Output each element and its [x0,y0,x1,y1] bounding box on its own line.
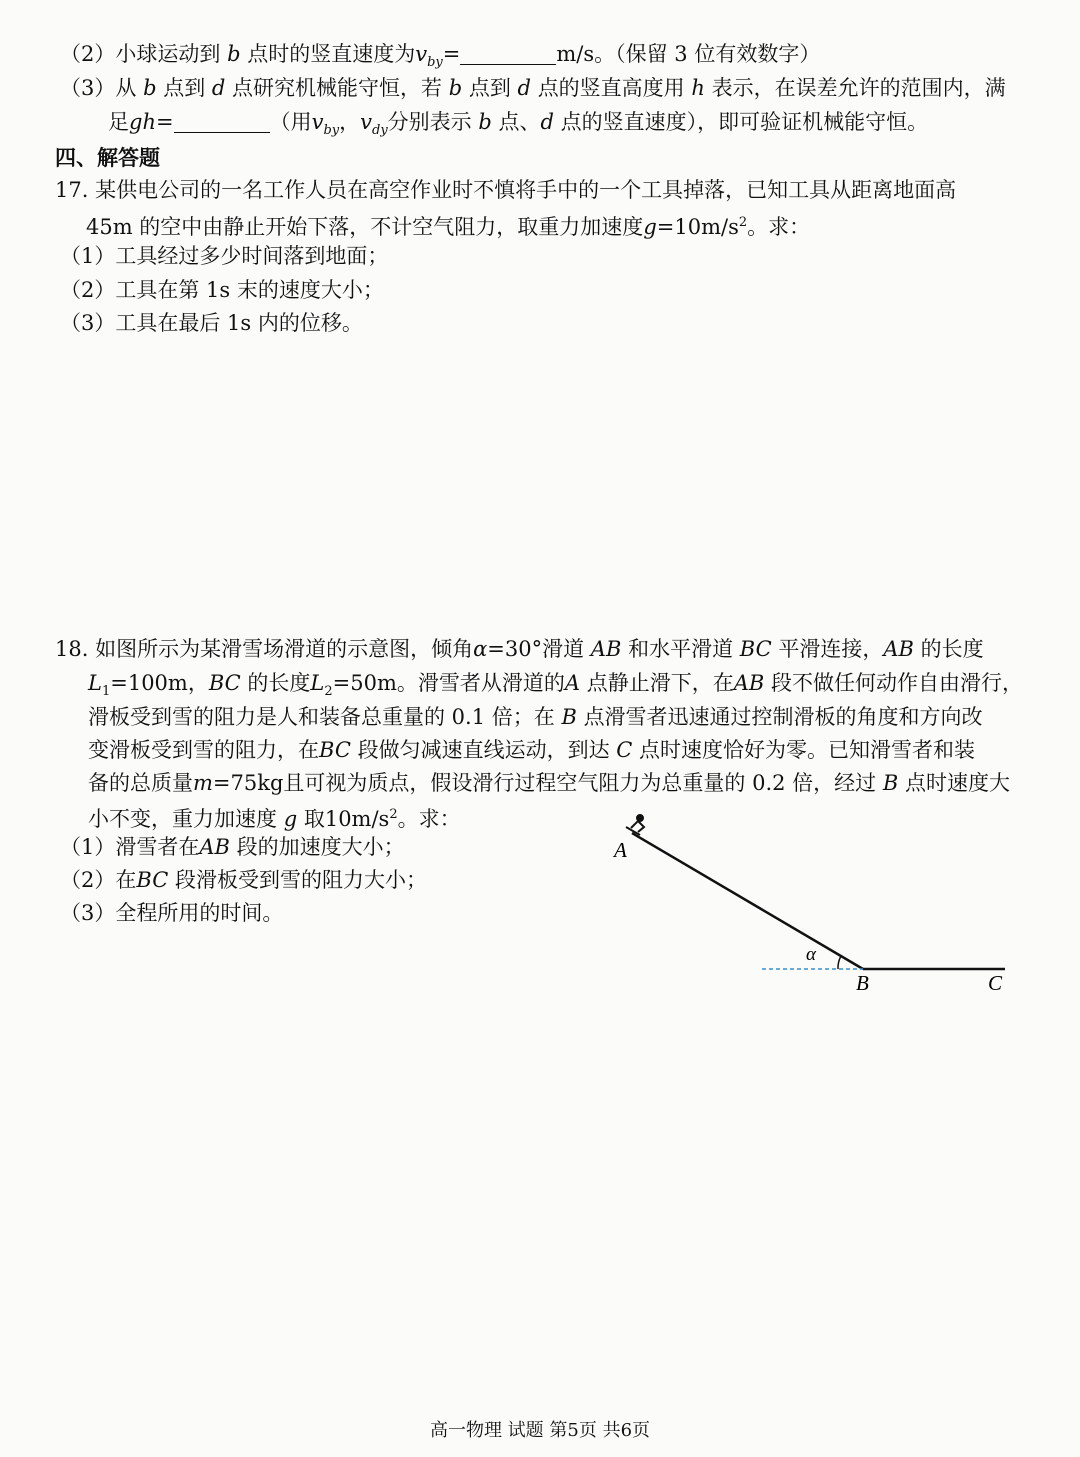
label-A: A [614,838,627,862]
q18-stem-line2: $L_1=100m$，BC 的长度$L_2=50m$。滑雪者从滑道的A 点静止滑下，在AB 段不做任何动作自由滑行， [88,671,1024,700]
q17-stem-line1: 17. 某供电公司的一名工作人员在高空作业时不慎将手中的一个工具掉落，已知工具从距离地面高 [55,178,957,202]
angle-arc [838,956,841,969]
skier-icon [626,815,644,835]
q18-stem-line5: 备的总质量m=75kg且可视为质点，假设滑行过程空气阻力为总重量的 0.2 倍，经过 B 点时速度大 [88,771,1010,795]
q17-sub3: （3）工具在最后 1s 内的位移。 [60,311,363,335]
answer-blank[interactable] [460,42,556,65]
q18-sub3: （3）全程所用的时间。 [60,901,284,925]
q18-sub1: （1）滑雪者在AB 段的加速度大小； [60,835,405,859]
q18-stem-line1: 18. 如图所示为某滑雪场滑道的示意图，倾角α=30°滑道 AB 和水平滑道 BC 平滑连接，AB 的长度 [55,637,984,661]
q16-part3-line1: （3）从 b 点到 d 点研究机械能守恒，若 b 点到 d 点的竖直高度用 h 表示，在误差允许的范围内，满 [60,76,1006,100]
q17-sub1: （1）工具经过多少时间落到地面； [60,244,389,268]
ski-slope-figure [600,805,1020,1005]
slope-AB [632,833,863,969]
q18-stem-line3: 滑板受到雪的阻力是人和装备总重量的 0.1 倍；在 B 点滑雪者迅速通过控制滑板的角度和方向改 [88,705,983,729]
q18-stem-line6: 小不变，重力加速度 g 取$10m/s^2$。求： [88,807,461,831]
q16-part2: （2）小球运动到 b 点时的竖直速度为$v_{by}= m/s$。（保留 3 位有效数字） [60,42,821,71]
q16-part3-line2: 足gh= （用$v_{by}$，$v_{dy}$分别表示 b 点、d 点的竖直速度），即可验证机械能守恒。 [108,110,929,139]
label-alpha: α [806,944,816,965]
label-B: B [856,971,869,995]
label-C: C [988,971,1003,995]
section-heading: 四、解答题 [55,146,160,170]
q18-sub2: （2）在BC 段滑板受到雪的阻力大小； [60,868,427,892]
page-footer: 高一物理 试题 第5页 共6页 [429,1420,651,1441]
q17-stem-line2: 45m 的空中由静止开始下落，不计空气阻力，取重力加速度$g=10m/s^2$。求： [86,215,811,239]
answer-blank[interactable] [174,110,270,133]
q18-stem-line4: 变滑板受到雪的阻力，在BC 段做匀减速直线运动，到达 C 点时速度恰好为零。已知滑雪者和装 [88,738,976,762]
q17-sub2: （2）工具在第 1s 末的速度大小； [60,278,384,302]
part-number: （2） [60,42,116,66]
